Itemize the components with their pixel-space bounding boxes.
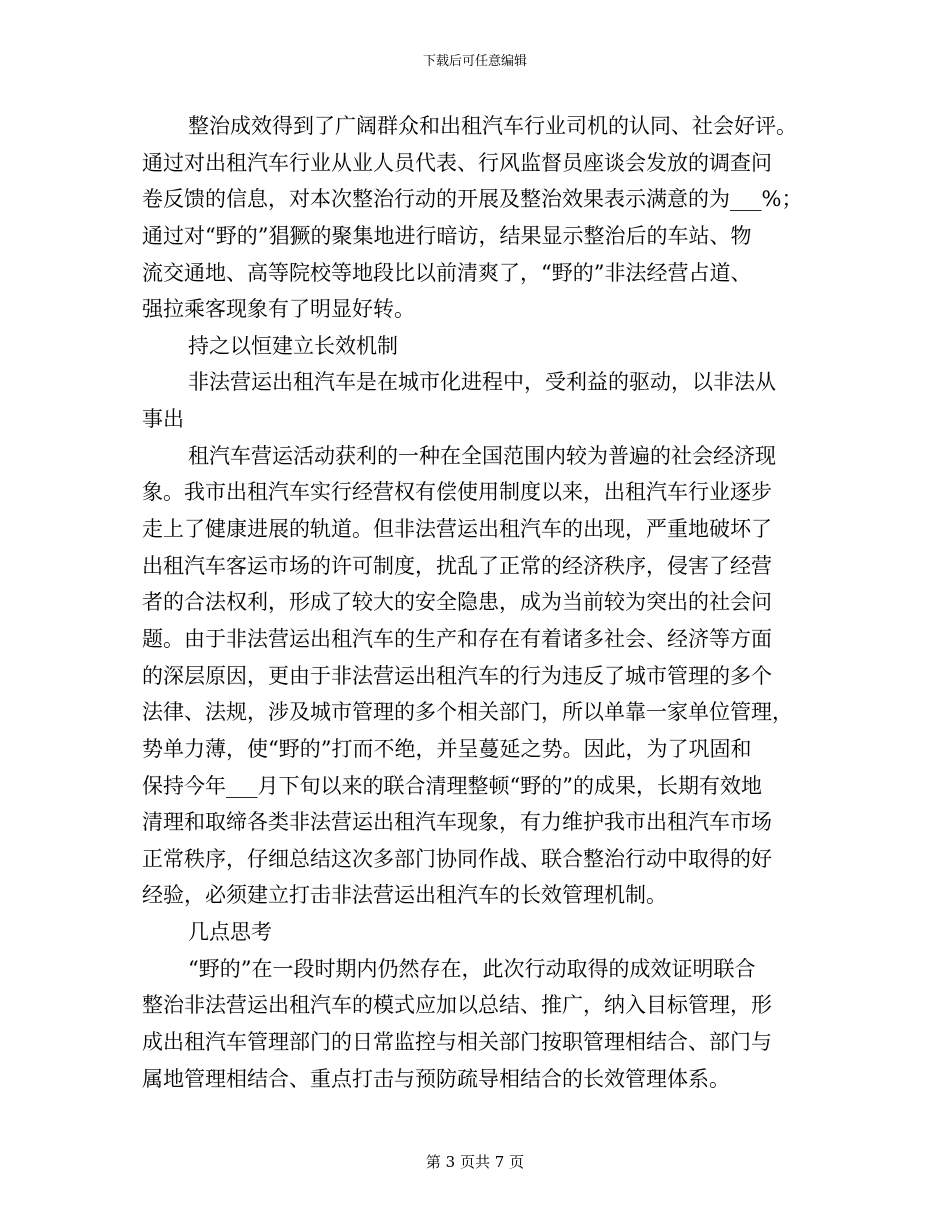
paragraph-line: 保持今年___月下旬以来的联合清理整顿“野的”的成果，长期有效地 — [142, 773, 762, 798]
paragraph-line: 走上了健康进展的轨道。但非法营运出租汽车的出现，严重地破坏了 — [142, 517, 772, 542]
page-header: 下载后可任意编辑 — [422, 54, 527, 69]
section-heading: 持之以恒建立长效机制 — [188, 333, 398, 358]
section-heading: 几点思考 — [188, 920, 272, 945]
page-number: 第 3 页共 7 页 — [425, 1153, 525, 1171]
paragraph-line: 租汽车营运活动获利的一种在全国范围内较为普遍的社会经济现 — [188, 443, 776, 468]
paragraph-line: 整治非法营运出租汽车的模式应加以总结、推广，纳入目标管理，形 — [142, 993, 772, 1018]
document-body — [142, 108, 822, 1097]
paragraph-line: 象。我市出租汽车实行经营权有偿使用制度以来，出租汽车行业逐步 — [142, 480, 772, 505]
paragraph-line: 势单力薄，使“野的”打而不绝，并呈蔓延之势。因此，为了巩固和 — [142, 736, 752, 761]
paragraph-line: 经验，必须建立打击非法营运出租汽车的长效管理机制。 — [142, 883, 667, 908]
paragraph-line: 通过对“野的”猖獗的聚集地进行暗访，结果显示整治后的车站、物 — [142, 223, 752, 248]
paragraph-line: 非法营运出租汽车是在城市化进程中，受利益的驱动，以非法从 — [188, 370, 776, 395]
paragraph-line: 流交通地、高等院校等地段比以前清爽了，“野的”非法经营占道、 — [142, 260, 752, 285]
paragraph-line: 通过对出租汽车行业从业人员代表、行风监督员座谈会发放的调查问 — [142, 150, 772, 175]
paragraph-line: 事出 — [142, 407, 184, 432]
paragraph-line: 法律、法规，涉及城市管理的多个相关部门，所以单靠一家单位管理， — [142, 700, 793, 725]
paragraph-line: 者的合法权利，形成了较大的安全隐患，成为当前较为突出的社会问 — [142, 590, 772, 615]
paragraph-line: “野的”在一段时期内仍然存在，此次行动取得的成效证明联合 — [188, 956, 756, 981]
paragraph-line: 的深层原因，更由于非法营运出租汽车的行为违反了城市管理的多个 — [142, 663, 772, 688]
paragraph-line: 出租汽车客运市场的许可制度，扰乱了正常的经济秩序，侵害了经营 — [142, 553, 772, 578]
paragraph-line: 整治成效得到了广阔群众和出租汽车行业司机的认同、社会好评。 — [188, 114, 797, 138]
paragraph-line: 属地管理相结合、重点打击与预防疏导相结合的长效管理体系。 — [142, 1066, 730, 1091]
paragraph-line: 题。由于非法营运出租汽车的生产和存在有着诸多社会、经济等方面 — [142, 626, 772, 651]
paragraph-line: 卷反馈的信息，对本次整治行动的开展及整治效果表示满意的为___%； — [142, 187, 803, 212]
paragraph-line: 正常秩序，仔细总结这次多部门协同作战、联合整治行动中取得的好 — [142, 846, 772, 871]
paragraph-line: 强拉乘客现象有了明显好转。 — [142, 297, 415, 322]
paragraph-line: 清理和取缔各类非法营运出租汽车现象，有力维护我市出租汽车市场 — [142, 810, 772, 835]
paragraph-line: 成出租汽车管理部门的日常监控与相关部门按职管理相结合、部门与 — [142, 1030, 772, 1055]
